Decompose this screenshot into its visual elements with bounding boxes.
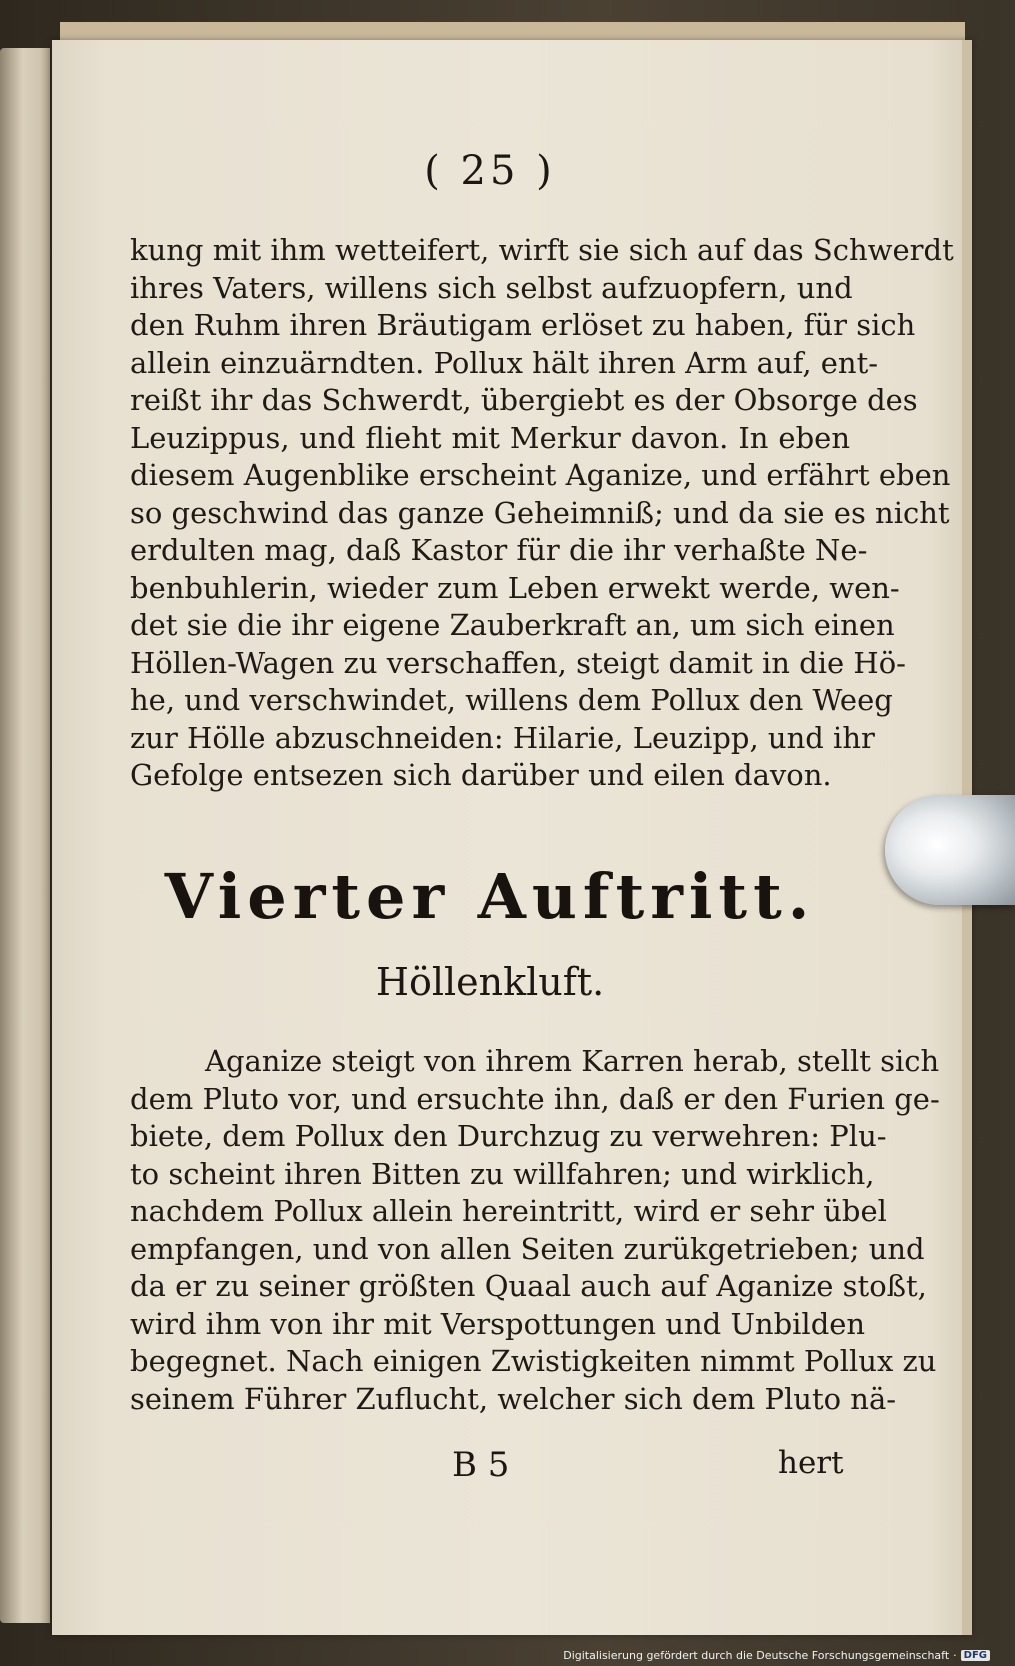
page-number: ( 25 ) <box>424 148 556 194</box>
location-heading: Höllenkluft. <box>375 960 605 1004</box>
footer-credit: Digitalisierung gefördert durch die Deutsche Forschungsgemeinschaft · DFG <box>563 1649 990 1662</box>
text-line: he, und verschwindet, willens dem Pollux den Weeg <box>130 683 893 717</box>
text-line: empfangen, und von allen Seiten zurükgetrieben; und <box>130 1231 925 1266</box>
text-line: det sie die ihr eigene Zauberkraft an, um sich einen <box>130 608 895 642</box>
text-line: dem Pluto vor, und ersuchte ihn, daß er den Furien ge- <box>130 1081 940 1116</box>
text-line: wird ihm von ihr mit Verspottungen und Unbilden <box>130 1306 866 1341</box>
text-line: Höllen-Wagen zu verschaffen, steigt damit in die Hö- <box>130 645 906 680</box>
text-line: da er zu seiner größten Quaal auch auf Aganize stoßt, <box>130 1269 927 1303</box>
text-line: kung mit ihm wetteifert, wirft sie sich auf das Schwerdt <box>130 233 954 267</box>
text-line: ihres Vaters, willens sich selbst aufzuopfern, und <box>130 270 853 305</box>
text-line: den Ruhm ihren Bräutigam erlöset zu haben, für sich <box>130 308 916 342</box>
catchword: hert <box>778 1445 844 1481</box>
text-line: nachdem Pollux allein hereintritt, wird er sehr übel <box>130 1194 887 1228</box>
text-line: zur Hölle abzuschneiden: Hilarie, Leuzipp, und ihr <box>130 720 875 755</box>
text-line: seinem Führer Zuflucht, welcher sich dem Pluto nä- <box>130 1381 897 1416</box>
signature-mark: B 5 <box>452 1445 510 1485</box>
text-line: diesem Augenblike erscheint Aganize, und erfährt eben <box>130 458 951 492</box>
text-line: to scheint ihren Bitten zu willfahren; und wirklich, <box>130 1156 875 1191</box>
text-line: benbuhlerin, wieder zum Leben erwekt werde, wen- <box>130 570 900 605</box>
text-line: reißt ihr das Schwerdt, übergiebt es der Obsorge des <box>130 383 918 417</box>
text-line: biete, dem Pollux den Durchzug zu verwehren: Plu- <box>130 1119 887 1153</box>
dfg-logo-icon: DFG <box>961 1650 990 1661</box>
paragraph-1 <box>130 232 954 795</box>
page-clip-icon <box>885 795 1015 905</box>
paragraph-2 <box>130 1043 940 1418</box>
text-line: begegnet. Nach einigen Zwistigkeiten nimmt Pollux zu <box>130 1344 937 1378</box>
scene-heading: Vierter Auftritt. <box>164 860 816 933</box>
text-line: Gefolge entsezen sich darüber und eilen davon. <box>130 758 832 792</box>
text-line: allein einzuärndten. Pollux hält ihren Arm auf, ent- <box>130 345 879 380</box>
text-line: Leuzippus, und flieht mit Merkur davon. In eben <box>130 420 850 455</box>
left-page-edge <box>0 48 50 1623</box>
footer-credit-text: Digitalisierung gefördert durch die Deutsche Forschungsgemeinschaft <box>563 1649 950 1662</box>
text-line: so geschwind das ganze Geheimniß; und da sie es nicht <box>130 495 950 530</box>
text-line: Aganize steigt von ihrem Karren herab, stellt sich <box>205 1044 940 1078</box>
text-line: erdulten mag, daß Kastor für die ihr verhaßte Ne- <box>130 533 868 567</box>
